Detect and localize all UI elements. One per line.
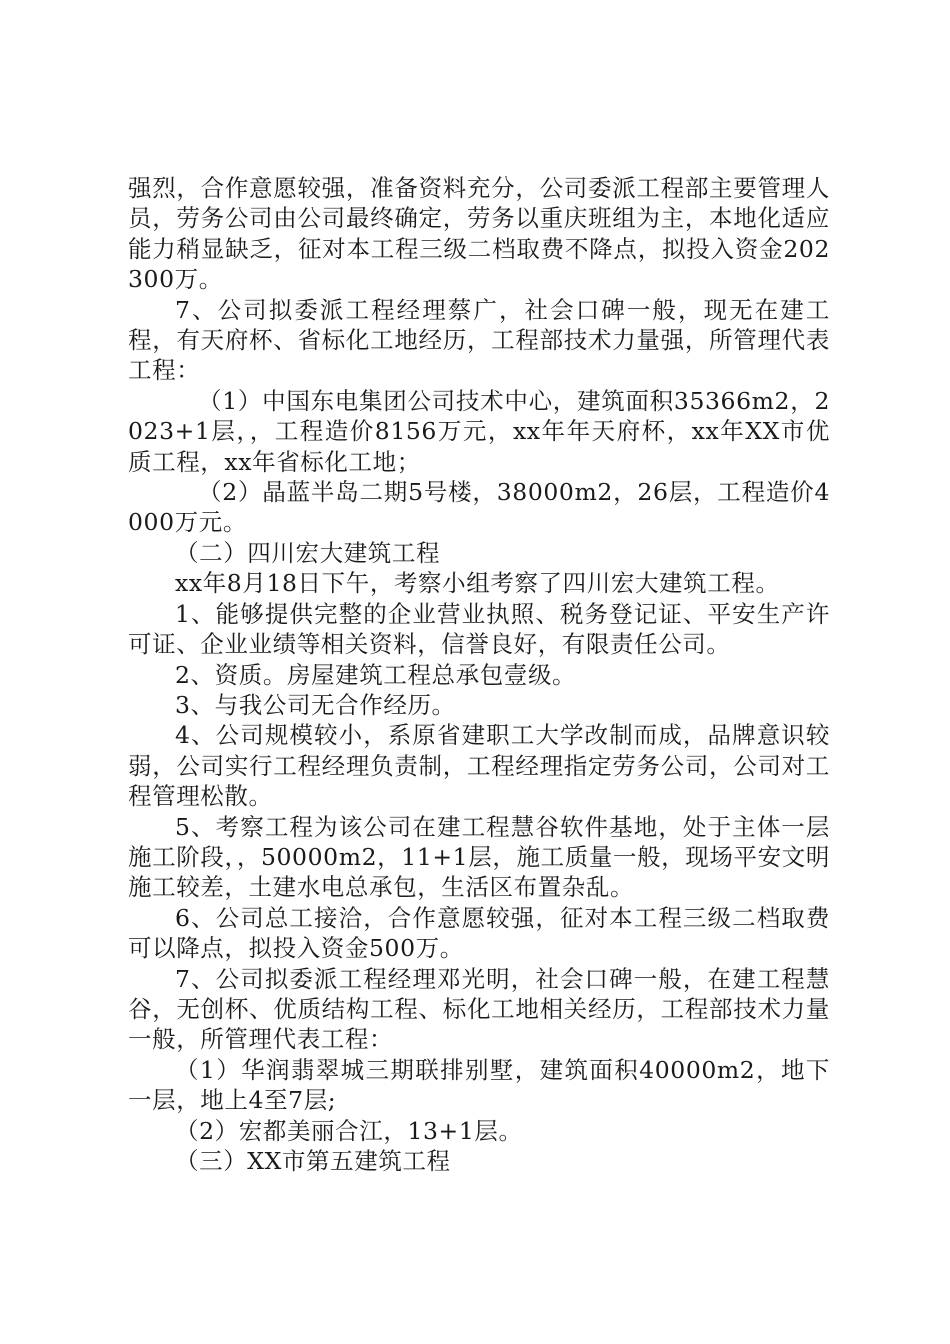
- paragraph-item-3: 3、与我公司无合作经历。: [175, 690, 456, 719]
- paragraph-item-5: 5、考察工程为该公司在建工程慧谷软件基地，处于主体一层施工阶段，，50000m2，11+1层，施工质量一般，现场平安文明施工较差，土建水电总承包，生活区布置杂乱。: [128, 812, 830, 902]
- section-heading-3: （三）XX市第五建筑工程: [175, 1147, 451, 1175]
- paragraph-item-7-manager: 7、公司拟委派工程经理蔡广，社会口碑一般，现无在建工程，有天府杯、省标化工地经历，工程部技术力量强，所管理代表工程：: [128, 295, 830, 385]
- document-body: [128, 173, 830, 1176]
- paragraph-inspection-date: xx年8月18日下午，考察小组考察了四川宏大建筑工程。: [175, 569, 780, 598]
- paragraph-sub-project-2: （2）宏都美丽合江，13+1层。: [175, 1116, 523, 1145]
- paragraph-item-2: 2、资质。房屋建筑工程总承包壹级。: [175, 660, 577, 689]
- paragraph-item-4: 4、公司规模较小，系原省建职工大学改制而成，品牌意识较弱，公司实行工程经理负责制，工程经理指定劳务公司，公司对工程管理松散。: [128, 721, 830, 811]
- paragraph-sub-project-1: （1）华润翡翠城三期联排别墅，建筑面积40000m2，地下一层，地上4至7层;: [128, 1055, 830, 1115]
- section-heading-2: （二）四川宏大建筑工程: [175, 538, 441, 567]
- paragraph-continuation: 强烈，合作意愿较强，准备资料充分，公司委派工程部主要管理人员，劳务公司由公司最终确定，劳务以重庆班组为主，本地化适应能力稍显缺乏，征对本工程三级二档取费不降点，拟投入资金202300万。: [128, 174, 830, 294]
- paragraph-item-7: 7、公司拟委派工程经理邓光明，社会口碑一般，在建工程慧谷，无创杯、优质结构工程、标化工地相关经历，工程部技术力量一般，所管理代表工程：: [128, 964, 830, 1054]
- paragraph-item-6: 6、公司总工接洽，合作意愿较强，征对本工程三级二档取费可以降点，拟投入资金500万。: [128, 903, 830, 963]
- paragraph-project-1: （1）中国东电集团公司技术中心，建筑面积35366m2，2023+1层，，工程造价8156万元，xx年年天府杯，xx年XX市优质工程，xx年省标化工地；: [128, 386, 830, 476]
- paragraph-project-2: （2）晶蓝半岛二期5号楼，38000m2，26层，工程造价4000万元。: [128, 478, 830, 537]
- paragraph-item-1: 1、能够提供完整的企业营业执照、税务登记证、平安生产许可证、企业业绩等相关资料，信誉良好，有限责任公司。: [128, 599, 830, 659]
